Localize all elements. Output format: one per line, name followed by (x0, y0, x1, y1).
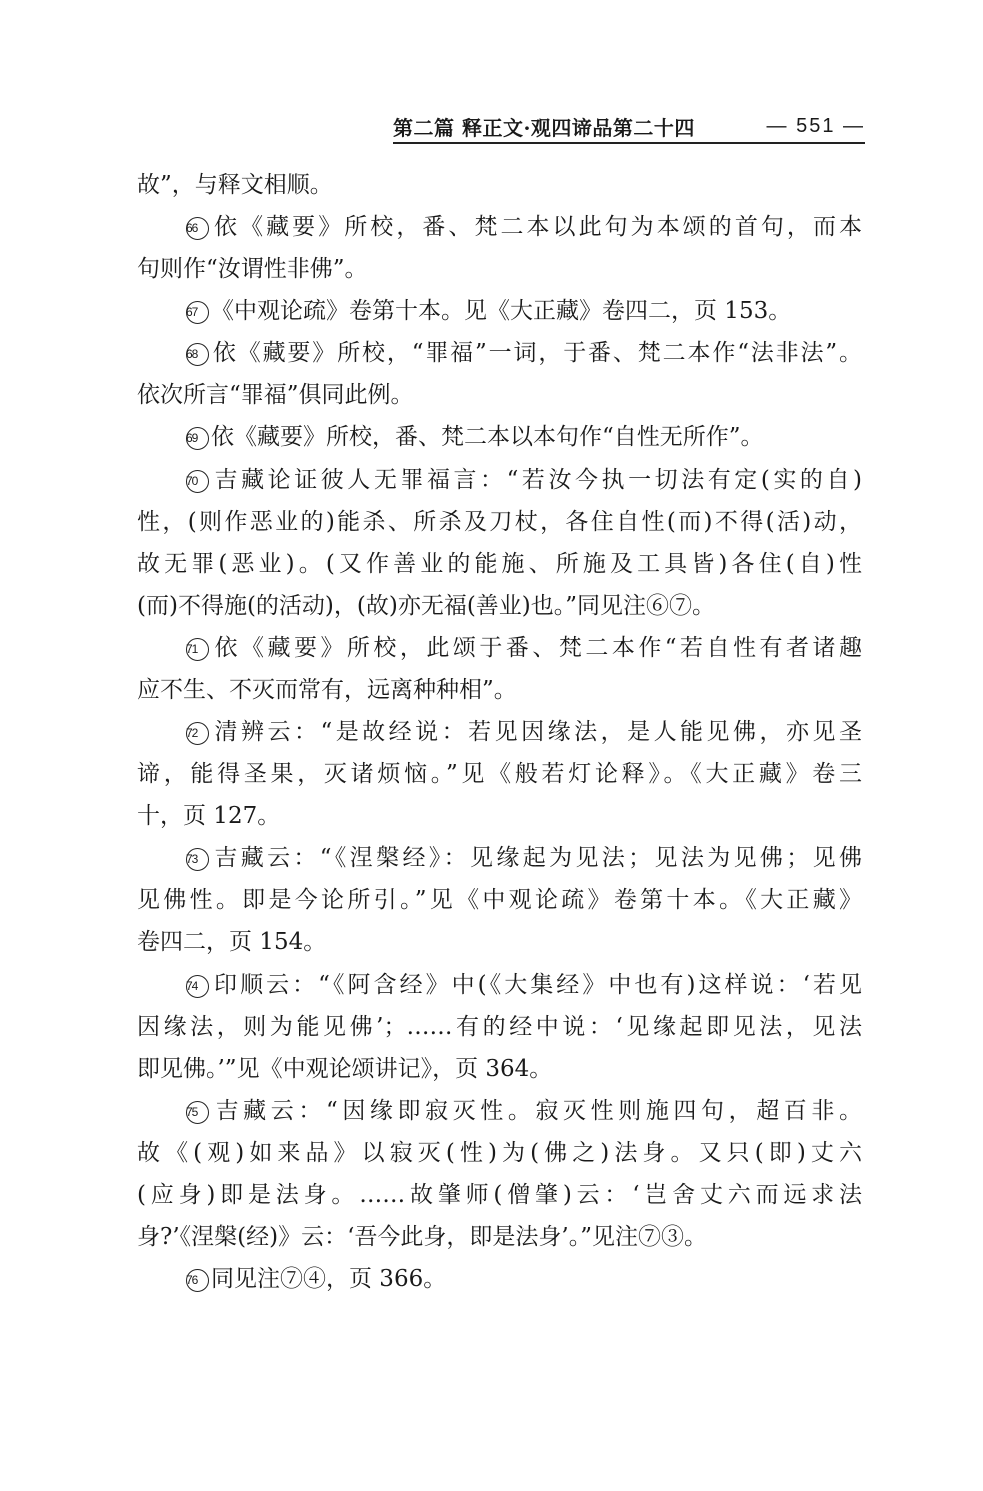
footnote-text: 清辨云：“是故经说：若见因缘法，是人能见佛，亦见圣 (211, 719, 862, 746)
footnote-number: 67 (186, 301, 209, 324)
footnote-text: 十，页 127。 (137, 803, 281, 830)
footnote-text: 句则作“汝谓性非佛”。 (137, 256, 368, 283)
footnote-line (137, 1180, 862, 1210)
footnote-text: 即见佛。’”见《中观论颂讲记》，页 364。 (137, 1055, 553, 1082)
footnote-line (137, 507, 862, 537)
footnote-text: 谛，能得圣果，灭诸烦恼。”见《般若灯论释》。《大正藏》卷三 (137, 761, 862, 788)
running-header (393, 110, 865, 144)
footnote-line (137, 927, 862, 957)
footnote-text: (应身)即是法身。……故肇师(僧肇)云：‘岂舍丈六而远求法 (137, 1181, 862, 1208)
footnote-number: 68 (186, 343, 209, 366)
footnote-text: 因缘法，则为能见佛’；……有的经中说：‘见缘起即见法，见法 (137, 1013, 862, 1040)
footnote-text: 故《(观)如来品》以寂灭(性)为(佛之)法身。又只(即)丈六 (137, 1139, 862, 1166)
footnote-number: 76 (186, 1269, 209, 1292)
footnote-number: 75 (186, 1101, 209, 1124)
footnote-line (137, 759, 862, 789)
footnote-number: 71 (186, 638, 209, 661)
footnote-number: 70 (186, 470, 209, 493)
footnote-text: 同见注⑦④，页 366。 (211, 1266, 447, 1293)
footnote-line (186, 717, 862, 747)
footnote-text: 依《藏要》所校，番、梵二本以此句为本颂的首句，而本 (211, 214, 862, 241)
footnote-line (186, 338, 862, 368)
footnote-text: 印顺云：“《阿含经》中(《大集经》中也有)这样说：‘若见 (211, 971, 862, 998)
footnote-text: 身?’《涅槃(经)》云：‘吾今此身，即是法身’。”见注⑦③。 (137, 1224, 707, 1250)
footnote-text: 应不生、不灭而常有，远离种种相”。 (137, 676, 517, 703)
footnote-text: 故无罪(恶业)。(又作善业的能施、所施及工具皆)各住(自)性 (137, 550, 862, 577)
footnote-line (137, 254, 862, 284)
page-number: — 551 — (766, 114, 865, 137)
footnote-line (137, 1138, 862, 1168)
footnote-text: 卷四二，页 154。 (137, 929, 327, 956)
footnote-number: 72 (186, 722, 209, 745)
footnote-text: 依《藏要》所校，“罪福”一词，于番、梵二本作“法非法”。 (211, 340, 862, 367)
footnote-line (137, 1222, 862, 1252)
footnote-text: 吉藏论证彼人无罪福言：“若汝今执一切法有定(实的自) (211, 466, 862, 493)
footnote-line (186, 633, 862, 663)
footnote-text: 见佛性。即是今论所引。”见《中观论疏》卷第十本。《大正藏》 (137, 887, 862, 914)
footnote-text: 依次所言“罪福”俱同此例。 (137, 382, 414, 409)
footnote-text: 依《藏要》所校，此颂于番、梵二本作“若自性有者诸趣 (211, 634, 862, 661)
footnote-line (186, 1096, 862, 1126)
footnote-line (137, 675, 862, 705)
footnote-number: 74 (186, 975, 209, 998)
footnote-text: 性，(则作恶业的)能杀、所杀及刀杖，各住自性(而)不得(活)动， (137, 508, 862, 535)
footnote-line (137, 591, 862, 621)
footnote-text: (而)不得施(的活动)，(故)亦无福(善业)也。”同见注⑥⑦。 (137, 592, 716, 619)
footnote-line (137, 1054, 862, 1084)
footnote-line (137, 380, 862, 410)
footnote-number: 69 (186, 427, 209, 450)
footnote-line (186, 212, 862, 242)
footnote-line (186, 422, 862, 452)
footnote-text: 《中观论疏》卷第十本。见《大正藏》卷四二，页 153。 (211, 298, 792, 325)
footnote-text: 吉藏云：“《涅槃经》：见缘起为见法；见法为见佛；见佛 (211, 845, 862, 872)
footnote-line (186, 296, 862, 326)
footnote-line (186, 843, 862, 873)
footnote-line (137, 549, 862, 579)
footnote-number: 66 (186, 217, 209, 240)
running-header-title: 第二篇 释正文·观四谛品第二十四 (393, 115, 695, 140)
footnote-number: 73 (186, 848, 209, 871)
footnote-line (137, 885, 862, 915)
footnote-text: 故”，与释文相顺。 (137, 172, 333, 198)
footnote-line (186, 465, 862, 495)
footnote-line (186, 1264, 862, 1294)
footnote-line (137, 1012, 862, 1042)
footnote-line (137, 801, 862, 831)
footnote-line (186, 970, 862, 1000)
footnote-text: 吉藏云：“因缘即寂灭性。寂灭性则施四句，超百非。 (211, 1097, 862, 1124)
footnote-line (137, 170, 862, 200)
footnote-text: 依《藏要》所校，番、梵二本以本句作“自性无所作”。 (211, 424, 764, 451)
